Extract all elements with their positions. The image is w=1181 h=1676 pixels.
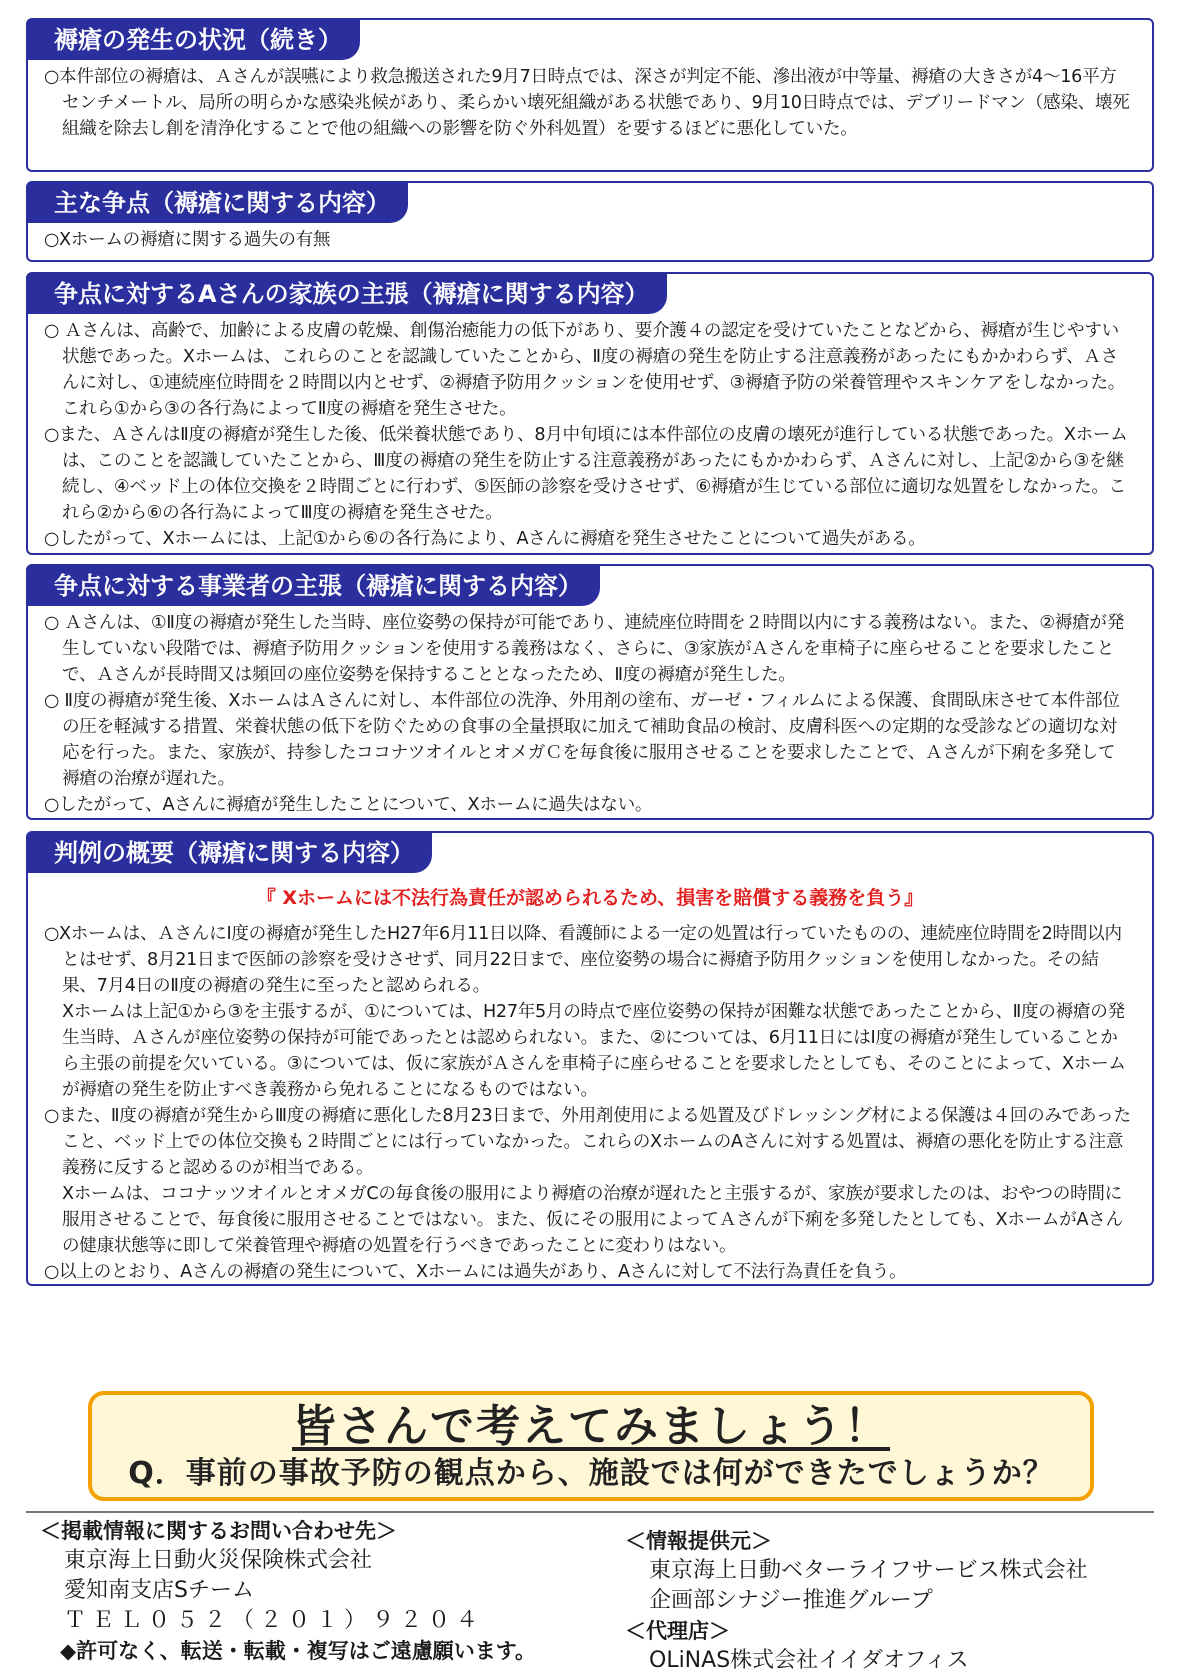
provider-company: 東京海上日動ベターライフサービス株式会社 bbox=[649, 1558, 1088, 1583]
provider-dept: 企画部シナジー推進グループ bbox=[649, 1588, 933, 1613]
section-title: 争点に対するAさんの家族の主張（褥瘡に関する内容） bbox=[28, 274, 667, 314]
paragraph: ○Xホームは、ＡさんにⅠ度の褥瘡が発生したH27年6月11日以降、看護師による一定の処置は行っていたものの、連続座位時間を2時間以内とはせず、8月21日まで医師の診察を受けさせず、同月22日まで、座位姿勢の場合に褥瘡予防用クッションを使用しなかった。その結果、7月4日のⅡ度の褥瘡の発生に至ったと認められる。 bbox=[44, 924, 1122, 996]
section-status-continued bbox=[26, 18, 1154, 172]
section-judgment-summary bbox=[26, 831, 1154, 1286]
section-title: 主な争点（褥瘡に関する内容） bbox=[28, 183, 408, 223]
section-operator-claim bbox=[26, 564, 1154, 820]
section-main-issue bbox=[26, 181, 1154, 262]
paragraph: Xホームは上記①から③を主張するが、①については、H27年5月の時点で座位姿勢の保持が困難な状態であったことから、Ⅱ度の褥瘡の発生当時、Ａさんが座位姿勢の保持が可能であったとは認められない。また、②については、6月11日にはⅠ度の褥瘡が発生していることから主張の前提を欠いている。③については、仮に家族がＡさんを車椅子に座らせることを要求したとしても、そのことによって、Xホームが褥瘡の発生を防止すべき義務から免れることになるものではない。 bbox=[62, 1002, 1126, 1100]
section-title: 褥瘡の発生の状況（続き） bbox=[28, 20, 360, 60]
discussion-box bbox=[88, 1391, 1094, 1501]
paragraph: ○したがって、Aさんに褥瘡が発生したことについて、Xホームに過失はない。 bbox=[44, 795, 653, 815]
discussion-question: Q．事前の事故予防の観点から、施設では何ができたでしょうか？ bbox=[128, 1456, 1054, 1491]
copy-notice: ◆許可なく、転送・転載・複写はご遠慮願います。 bbox=[60, 1639, 537, 1663]
paragraph: ○本件部位の褥瘡は、Ａさんが誤嚥により救急搬送された9月7日時点では、深さが判定不能、滲出液が中等量、褥瘡の大きさが4～16平方センチメートル、局所の明らかな感染兆候があり、柔らかい壊死組織がある状態であり、9月10日時点では、デブリードマン（感染、壊死組織を除去し創を清浄化することで他の組織への影響を防ぐ外科処置）を要するほどに悪化していた。 bbox=[44, 67, 1130, 139]
paragraph: ○以上のとおり、Aさんの褥瘡の発生について、Xホームには過失があり、Aさんに対して不法行為責任を負う。 bbox=[44, 1262, 907, 1282]
footer-divider bbox=[26, 1511, 1154, 1513]
paragraph: ○また、Ⅱ度の褥瘡が発生からⅢ度の褥瘡に悪化した8月23日まで、外用剤使用による処置及びドレッシング材による保護は４回のみであったこと、ベッド上での体位交換も２時間ごとには行っていなかった。これらのXホームのAさんに対する処置は、褥瘡の悪化を防止する注意義務に反すると認めるのが相当である。 bbox=[44, 1106, 1131, 1178]
paragraph: ○したがって、Xホームには、上記①から⑥の各行為により、Aさんに褥瘡を発生させたことについて過失がある。 bbox=[44, 529, 926, 549]
paragraph: ○ Ａさんは、高齢で、加齢による皮膚の乾燥、創傷治癒能力の低下があり、要介護４の認定を受けていたことなどから、褥瘡が生じやすい状態であった。Xホームは、これらのことを認識していたことから、Ⅱ度の褥瘡の発生を防止する注意義務があったにもかかわらず、Ａさんに対し、①連続座位時間を２時間以内とせず、②褥瘡予防用クッションを使用せず、③褥瘡予防の栄養管理やスキンケアをしなかった。これら①から③の各行為によってⅡ度の褥瘡を発生させた。 bbox=[44, 321, 1126, 419]
provider-heading: ＜情報提供元＞ bbox=[625, 1529, 772, 1553]
contact-branch: 愛知南支店Sチーム bbox=[64, 1578, 254, 1603]
contact-company: 東京海上日動火災保険株式会社 bbox=[64, 1548, 373, 1573]
section-title: 判例の概要（褥瘡に関する内容） bbox=[28, 833, 432, 873]
verdict-text: 『 Xホームには不法行為責任が認められるため、損害を賠償する義務を負う』 bbox=[256, 887, 924, 909]
agent-name: OLiNAS株式会社イイダオフィス bbox=[649, 1648, 969, 1673]
contact-info bbox=[40, 1516, 640, 1666]
paragraph: ○Xホームの褥瘡に関する過失の有無 bbox=[44, 230, 331, 250]
contact-tel: ＴＥＬ０５２（２０１）９２０４ bbox=[64, 1608, 485, 1633]
section-family-claim bbox=[26, 272, 1154, 555]
paragraph: ○ Ａさんは、①Ⅱ度の褥瘡が発生した当時、座位姿勢の保持が可能であり、連続座位時間を２時間以内にする義務はない。また、②褥瘡が発生していない段階では、褥瘡予防用クッションを使用する義務はなく、さらに、③家族がＡさんを車椅子に座らせることを要求したことで、Ａさんが長時間又は頻回の座位姿勢を保持することとなったため、Ⅱ度の褥瘡が発生した。 bbox=[44, 613, 1124, 685]
section-title: 争点に対する事業者の主張（褥瘡に関する内容） bbox=[28, 566, 600, 606]
contact-heading: ＜掲載情報に関するお問い合わせ先＞ bbox=[40, 1519, 397, 1543]
discussion-title: 皆さんで考えてみましょう！ bbox=[292, 1401, 890, 1452]
agent-heading: ＜代理店＞ bbox=[625, 1619, 730, 1643]
paragraph: ○また、ＡさんはⅡ度の褥瘡が発生した後、低栄養状態であり、8月中旬頃には本件部位の皮膚の壊死が進行している状態であった。Xホームは、このことを認識していたことから、Ⅲ度の褥瘡の発生を防止する注意義務があったにもかかわらず、Ａさんに対し、上記②から③を継続し、④ベッド上の体位交換を２時間ごとに行わず、⑤医師の診察を受けさせず、⑥褥瘡が生じている部位に適切な処置をしなかった。これら②から⑥の各行為によってⅢ度の褥瘡を発生させた。 bbox=[44, 425, 1128, 523]
paragraph: Xホームは、ココナッツオイルとオメガCの毎食後の服用により褥瘡の治療が遅れたと主張するが、家族が要求したのは、おやつの時間に服用させることで、毎食後に服用させることではない。また、仮にその服用によってＡさんが下痢を多発したとしても、XホームがAさんの健康状態等に即して栄養管理や褥瘡の処置を行うべきであったことに変わりはない。 bbox=[62, 1184, 1123, 1256]
paragraph: ○ Ⅱ度の褥瘡が発生後、XホームはＡさんに対し、本件部位の洗浄、外用剤の塗布、ガーゼ・フィルムによる保護、食間臥床させて本件部位の圧を軽減する措置、栄養状態の低下を防ぐための食事の全量摂取に加えて補助食品の検討、皮膚科医への定期的な受診などの適切な対応を行った。また、家族が、持参したココナツオイルとオメガＣを毎食後に服用させることを要求したことで、Ａさんが下痢を多発して褥瘡の治療が遅れた。 bbox=[44, 691, 1120, 789]
